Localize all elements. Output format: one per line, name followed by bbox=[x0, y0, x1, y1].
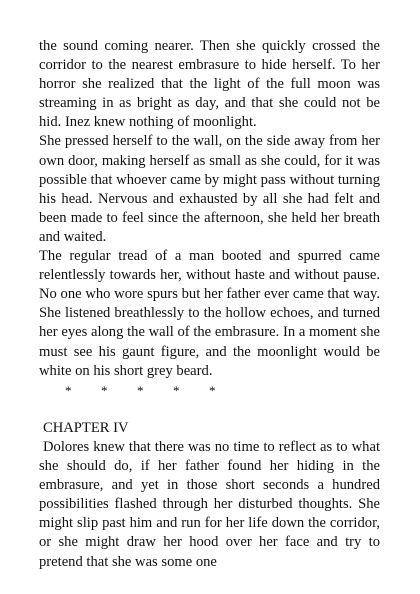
paragraph: Dolores knew that there was no time to reflect as to what she should do, if her father found her hiding in the embrasure, and yet in those short seconds a hundred possibilities flashed through her disturbed thoughts. She might slip past him and run for her life down the corridor, or she might draw her hood over her face and try to pretend that she was some one bbox=[39, 438, 380, 570]
blank-line bbox=[39, 400, 380, 419]
paragraph: The regular tread of a man booted and spurred came relentlessly towards her, without haste and without pause. No one who wore spurs but her father ever came that way. She listened breathlessly to the hollow echoes, and turned her eyes along the wall of the embrasure. In a moment she must see his gaunt figure, and the moonlight would be white on his short grey beard. bbox=[39, 248, 380, 379]
section-break-star: * bbox=[101, 382, 108, 398]
section-break-star: * bbox=[173, 382, 180, 398]
section-break-star: * bbox=[65, 382, 72, 398]
book-page bbox=[39, 37, 380, 572]
paragraph: She pressed herself to the wall, on the side away from her own door, making herself as small as she could, for it was possible that whoever came by might pass without turning his head. Nervous and exhausted by all she had felt and been made to feel since the afternoon, she held her breath and waited. bbox=[39, 133, 380, 245]
section-break-star: * bbox=[209, 382, 216, 398]
section-break bbox=[39, 381, 380, 400]
paragraph: the sound coming nearer. Then she quickly crossed the corridor to the nearest embrasure to hide herself. To her horror she realized that the light of the full moon was streaming in as bright as day, and that she could not be hid. Inez knew nothing of moonlight. bbox=[39, 38, 380, 131]
chapter-heading: CHAPTER IV bbox=[43, 419, 129, 436]
section-break-star: * bbox=[137, 382, 144, 398]
